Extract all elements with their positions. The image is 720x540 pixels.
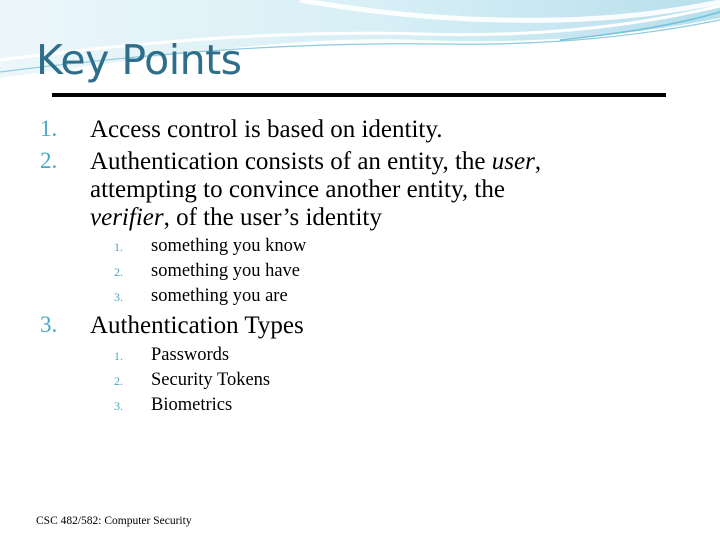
subitem-number: 3. xyxy=(114,290,123,304)
title-underline xyxy=(52,93,666,97)
point-text-line xyxy=(90,176,505,204)
text-run: , of the user’s identity xyxy=(163,204,382,231)
text-run: attempting to convince another entity, the xyxy=(90,176,505,203)
point-text-line xyxy=(90,204,382,232)
subitem-text: Passwords xyxy=(151,345,230,365)
subitem-text: Biometrics xyxy=(151,395,233,415)
slide-title: Key Points xyxy=(36,36,242,84)
point-number: 2. xyxy=(40,148,58,173)
point-text-line xyxy=(90,148,541,176)
emphasis-verifier: verifier xyxy=(90,204,164,231)
subitem-number: 2. xyxy=(114,265,123,279)
emphasis-user: user xyxy=(491,148,535,175)
point-number: 3. xyxy=(40,312,58,337)
slide-footer: CSC 482/582: Computer Security xyxy=(36,515,192,527)
subitem-number: 1. xyxy=(114,240,123,254)
text-run: , xyxy=(534,148,542,175)
subitem-number: 2. xyxy=(114,374,123,388)
text-run: Authentication consists of an entity, the xyxy=(90,148,492,175)
subitem-text: something you are xyxy=(151,286,288,306)
subitem-text: something you know xyxy=(151,236,307,256)
point-text: Access control is based on identity. xyxy=(90,116,443,143)
subitem-text: something you have xyxy=(151,261,301,281)
subitem-number: 1. xyxy=(114,349,123,363)
point-text: Authentication Types xyxy=(90,312,304,339)
subitem-text: Security Tokens xyxy=(151,370,271,390)
subitem-number: 3. xyxy=(114,399,123,413)
point-number: 1. xyxy=(40,116,58,141)
